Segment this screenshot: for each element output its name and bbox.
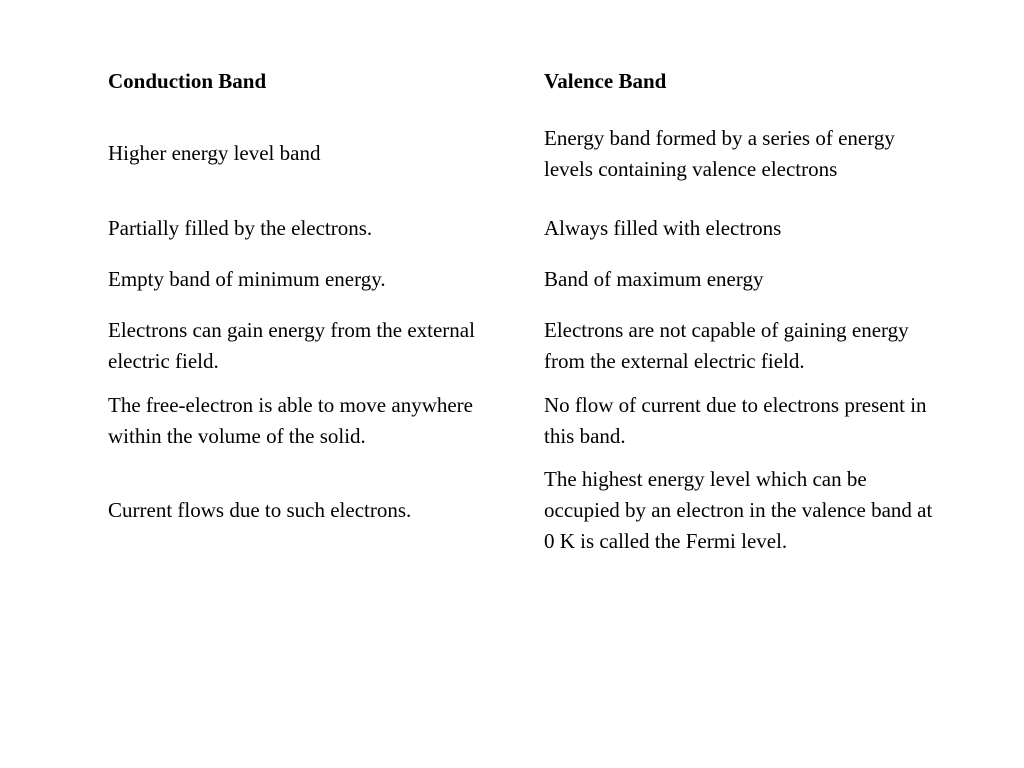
conduction-cell: Partially filled by the electrons. xyxy=(108,215,373,240)
valence-cell: The highest energy level which can be occupied by an electron in the valence band at 0 K is called the Fermi level. xyxy=(544,466,933,553)
table-row xyxy=(101,308,951,383)
table-row xyxy=(101,383,951,458)
header-conduction-band: Conduction Band xyxy=(108,69,267,93)
conduction-cell: Electrons can gain energy from the external electric field. xyxy=(108,317,475,373)
valence-cell: Always filled with electrons xyxy=(544,215,782,240)
valence-cell: Energy band formed by a series of energy levels containing valence electrons xyxy=(544,125,895,181)
table-row xyxy=(101,458,951,562)
table-header-row xyxy=(101,61,951,102)
conduction-cell: Empty band of minimum energy. xyxy=(108,267,386,291)
valence-cell: Band of maximum energy xyxy=(544,267,764,291)
comparison-table xyxy=(101,61,951,562)
conduction-cell: Current flows due to such electrons. xyxy=(108,497,412,522)
table-row xyxy=(101,102,951,205)
conduction-cell: Higher energy level band xyxy=(108,141,321,165)
table-row xyxy=(101,251,951,308)
valence-cell: No flow of current due to electrons present in this band. xyxy=(544,392,927,448)
conduction-cell: The free-electron is able to move anywhere within the volume of the solid. xyxy=(108,392,473,448)
header-valence-band: Valence Band xyxy=(544,69,667,93)
valence-cell: Electrons are not capable of gaining energy from the external electric field. xyxy=(544,317,909,373)
table-row xyxy=(101,205,951,251)
